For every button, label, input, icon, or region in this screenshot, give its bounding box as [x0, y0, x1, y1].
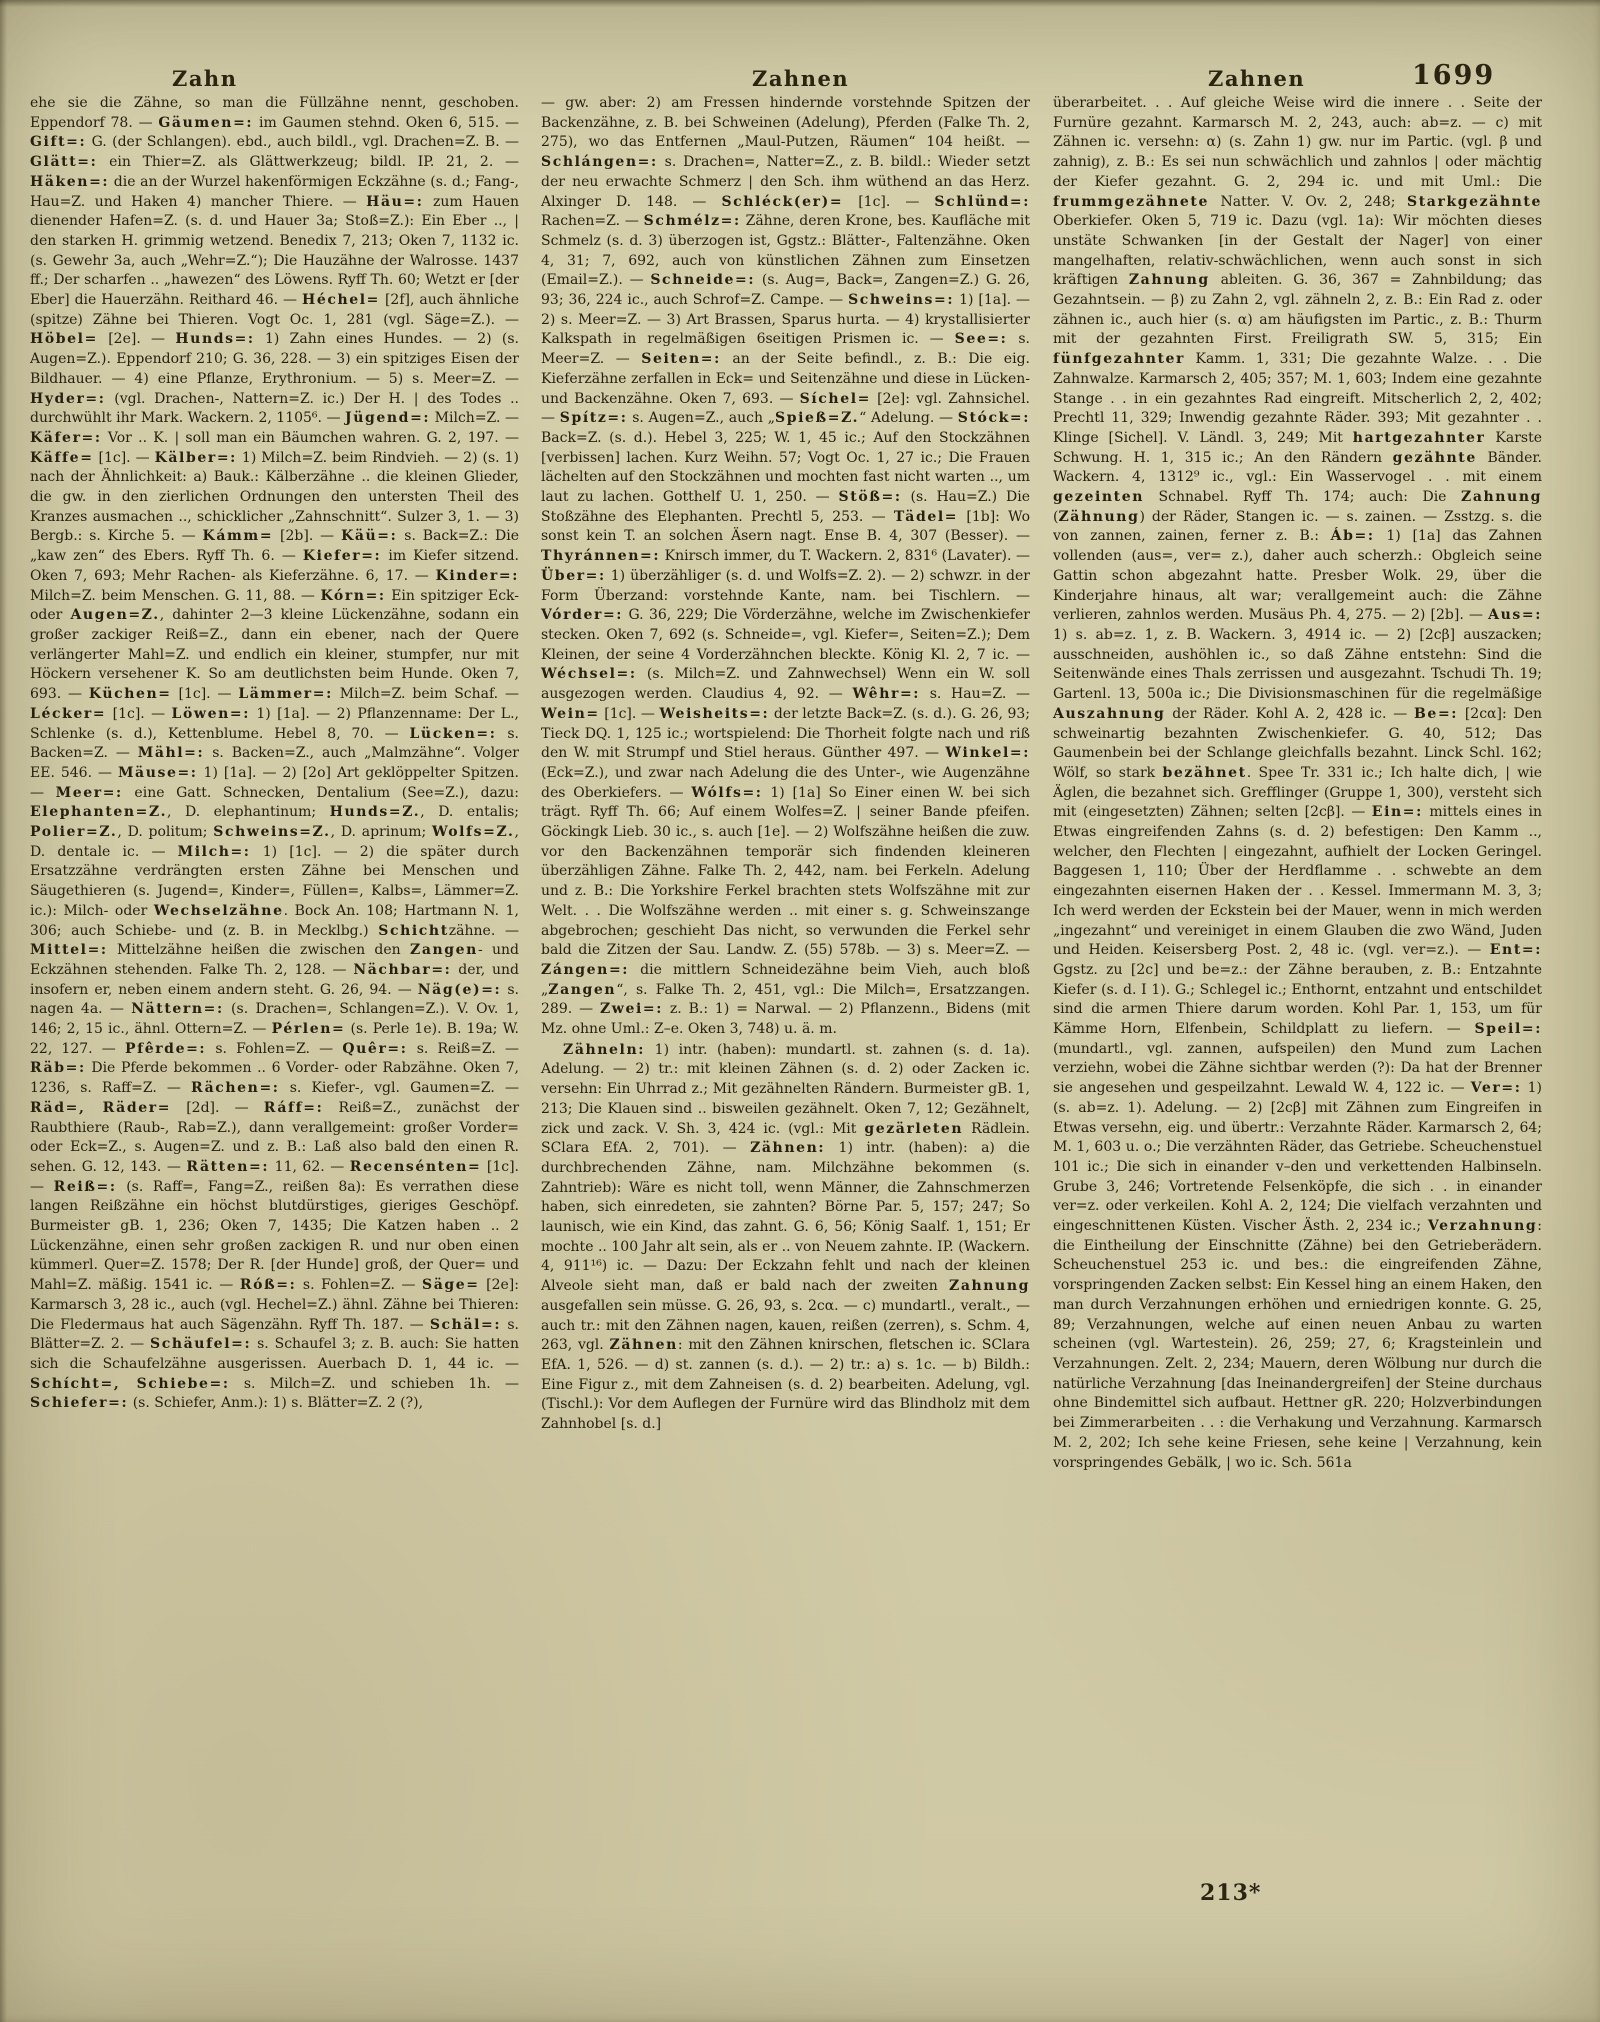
entry-headword: Rächen=:	[191, 1080, 280, 1097]
entry-headword: Mittel=:	[30, 942, 108, 959]
entry-headword: Käü=:	[341, 528, 398, 545]
entry-headword: Meer=:	[55, 784, 123, 801]
entry-headword: Seiten=:	[641, 351, 721, 368]
entry-headword: Kórn=:	[320, 587, 386, 604]
entry-headword: Zahnung	[1461, 489, 1542, 506]
entry-headword: Schiefer=:	[30, 1395, 129, 1412]
entry-headword: Schweins=Z.	[213, 824, 331, 841]
text-column-1	[30, 94, 519, 1414]
text-column-2	[541, 94, 1030, 1435]
entry-headword: Zangen	[548, 981, 617, 998]
entry-headword: Spítz=:	[559, 410, 628, 427]
entry-headword: frummgezähnete	[1053, 193, 1209, 210]
entry-headword: bezähnet	[1162, 764, 1247, 781]
entry-headword: Síchel=	[799, 390, 871, 407]
entry-headword: Wêhr=:	[852, 686, 921, 703]
entry-headword: Wein=	[541, 705, 600, 722]
entry-headword: Käfer=:	[30, 429, 102, 446]
entry-headword: gezähnte	[1392, 449, 1477, 466]
entry-headword: Be=:	[1414, 705, 1459, 722]
entry-headword: Schléck(er)=	[721, 193, 844, 210]
entry-headword: Schweins=:	[848, 292, 955, 309]
entry-headword: Gift=:	[30, 134, 87, 151]
entry-headword: Nättern=:	[131, 1001, 224, 1018]
entry-headword: Weisheits=:	[659, 705, 770, 722]
entry-headword: Käffe=	[30, 449, 94, 466]
entry-headword: Quêr=:	[342, 1040, 408, 1057]
entry-headword: Schlángen=:	[541, 154, 658, 171]
text-paragraph: überarbeitet. . . Auf gleiche Weise wird die innere . . Seite der Furnüre gezahnt. Karmarsch M. 2, 243, auch: ab=z. — c) mit Zähnen ic. versehn: α) (s. Zahn 1) gw. nur im Partic. (vgl. β und zahnig), z. B.: Es sei nun schwächlich und zahnlos | oder mächtig der Kiefer gezahnt. G. 2, 294 ic. und mit Uml.: Die frummgezähnete Natter. V. Ov. 2, 248; Starkgezähnte Oberkiefer. Oken 5, 719 ic. Dazu (vgl. 1a): Wir möchten dieses unstäte Schwanken [in der Gestalt der Nager] von einer mangelhaften, relativ-schwächlichen, wenn auch sonst in sich kräftigen Zahnung ableiten. G. 36, 367 = Zahnbildung; das Gezahntsein. — β) zu Zahn 2, vgl. zähneln 2, z. B.: Ein Rad z. oder zähnen ic., auch hier (s. α) am häufigsten im Partic., z. B.: Thurm mit der gezahnten First. Freiligrath SW. 5, 315; Ein fünfgezahnter Kamm. 1, 331; Die gezahnte Walze. . . Die Zahnwalze. Karmarsch 2, 405; 357; M. 1, 603; Indem eine gezahnte Stange . . in ein gezahntes Rad eingreift. Mitscherlich 2, 2, 402; Prechtl 11, 329; Inwendig gezahnte Räder. 393; Mit gezahnter . . Klinge [Sichel]. V. Ländl. 3, 249; Mit hartgezahnter Karste Schwung. H. 1, 315 ic.; An den Rändern gezähnte Bänder. Wackern. 4, 1312⁹ ic., vgl.: Ein Wasservogel . . mit einem gezeinten Schnabel. Ryff Th. 174; auch: Die Zahnung (Zähnung) der Räder, Stangen ic. — s. zainen. — Zsstzg. s. die von zannen, zainen, ferner z. B.: Áb=: 1) [1a] das Zahnen vollenden (aus=, ver= z.), daher auch scherzh.: Obgleich seine Gattin schon abgezahnt hatte. Presber Wolk. 29, über die Kinderjahre hinaus, alt war; verallgemeint auch: die Zähne verlieren, zahnlos werden. Musäus Ph. 4, 275. — 2) [2b]. — Aus=: 1) s. ab=z. 1, z. B. Wackern. 3, 4914 ic. — 2) [2cβ] auszacken; ausschneiden, aushöhlen ic., so daß Zähne entstehn: Sind die Seitenwände eines Thals zerrissen und ausgezahnt. Tschudi Th. 19; Gartenl. 13, 500a ic.; Die Divisionsmaschinen für die regelmäßige Auszahnung der Räder. Kohl A. 2, 428 ic. — Be=: [2cα]: Den schweinartig bezahnten Zwischenkiefer. G. 40, 512; Das Gaumenbein bei der Schlange gleichfalls bezahnt. Linck Schl. 162; Wölf, so stark bezähnet. Spee Tr. 331 ic.; Ich halte dich, | wie Äglen, die bezahnet sich. Grefflinger (Gruppe 1, 300), versteht sich mit (eingesetzten) Zähnen; selten [2cβ]. — Ein=: mittels eines in Etwas eingreifenden Zahns (s. d. 2) befestigen: Den Kamm .., welcher, den Flechten | eingezahnt, aufhielt der Locken Geringel. Baggesen 1, 110; Über der Herdflamme . . schwebte an dem eingezahnten eisernen Haken der . . Kessel. Immermann M. 3, 3; Ich werd werden der Eckstein bei der Mauer, wenn in mich werden „ingezahnt“ und vereiniget in einem Glauben die zwo Wänd, Juden und Heiden. Keisersberg Post. 2, 48 ic. (vgl. ver=z.). — Ent=: Ggstz. zu [2c] und be=z.: der Zähne berauben, z. B.: Entzahnte Kiefer (s. d. I 1). G.; Schlegel ic.; Enthornt, entzahnt und entschildet sind die armen Thiere darum worden. Kohl Par. 1, 153, um für Kämme Horn, Elfenbein, Schildplatt zu liefern. — Speil=: (mundartl., vgl. zannen, aufspeilen) den Mund zum Lachen verziehn, wobei die Zähne sichtbar werden (?): Da hat der Brenner sie angesehen und gespeilzahnt. Lewald W. 4, 122 ic. — Ver=: 1) (s. ab=z. 1). Adelung. — 2) [2cβ] mit Zähnen zum Eingreifen in Etwas versehn, eig. und übertr.: Verzahnte Räder. Karmarsch 2, 64; M. 1, 603 u. o.; Die verzähnten Räder, das Getriebe. Scheuchenstuel 101 ic.; Die sich in einander v–den und verkettenden Halbinseln. Grube 3, 246; Vortretende Felsenköpfe, die sich . . in einander ver=z. oder verkeilen. Kohl A. 2, 124; Die vielfach verzahnten und eingeschnittenen Küsten. Vischer Ästh. 2, 234 ic.; Verzahnung: die Eintheilung der Einschnitte (Zähne) bei den Getrieberädern. Scheuchenstuel 253 ic. und bes.: die eingreifenden Zähne, vorspringenden Zacken selbst: Ein Kessel hing an einem Haken, den man durch Verzahnungen erhöhen und erniedrigen konnte. G. 25, 89; Verzahnungen, welche auf einen neuen Anbau zu warten scheinen (vgl. Wartestein). 26, 259; 27, 6; Kragsteinlein und Verzahnungen. Zelt. 2, 234; Mauern, deren Wölbung nur durch die natürliche Verzahnung [das Ineinandergreifen] der Steine durchaus ohne Bindemittel sich aufbaut. Hettner gR. 220; Holzverbindungen bei Zimmerarbeiten . . : die Verhakung und Verzahnung. Karmarsch M. 2, 202; Ich sehe keine Friesen, sehe keine | Verzahnung, kein vorspringendes Gebälk, | wo ic. Sch. 561a	[1053, 95, 1543, 1471]
entry-headword: Rätten=:	[186, 1158, 270, 1175]
entry-headword: Mäuse=:	[117, 764, 198, 781]
entry-headword: Zwei=:	[599, 1001, 663, 1018]
entry-headword: Hyder=:	[30, 390, 106, 407]
entry-headword: Schícht=, Schiebe=:	[30, 1375, 230, 1392]
entry-headword: Räd=, Räder=	[30, 1099, 172, 1116]
entry-headword: Kiefer=:	[302, 548, 382, 565]
entry-headword: Kámm=	[202, 528, 274, 545]
entry-headword: Stóck=:	[957, 410, 1030, 427]
entry-headword: Spieß=Z.	[774, 410, 860, 427]
entry-headword: Zángen=:	[541, 961, 630, 978]
entry-headword: Áb=:	[1330, 528, 1375, 545]
entry-headword: Hunds=Z.	[329, 804, 421, 821]
entry-headword: Wolfs=Z.	[432, 824, 515, 841]
entry-headword: Pfêrde=:	[124, 1040, 207, 1057]
running-head-left: Zahn	[172, 66, 238, 91]
entry-headword: Ráff=:	[263, 1099, 324, 1116]
entry-headword: Thyránnen=:	[541, 548, 661, 565]
entry-headword: Róß=:	[239, 1277, 297, 1294]
entry-headword: Milch=:	[177, 843, 251, 860]
entry-headword: Löwen=:	[171, 705, 250, 722]
entry-headword: Mähl=:	[137, 745, 205, 762]
entry-headword: Schneide=:	[650, 272, 756, 289]
entry-headword: Pérlen=	[271, 1021, 346, 1038]
entry-headword: Glätt=:	[30, 154, 98, 171]
entry-headword: Wólfs=:	[691, 784, 763, 801]
entry-headword: Ent=:	[1489, 942, 1542, 959]
entry-headword: Kinder=:	[435, 567, 519, 584]
entry-headword: Polier=Z.	[30, 824, 118, 841]
entry-headword: Auszahnung	[1053, 705, 1166, 722]
entry-headword: Räb=:	[30, 1060, 86, 1077]
entry-headword: Nächbar=:	[353, 961, 452, 978]
text-paragraph: — gw. aber: 2) am Fressen hindernde vorstehnde Spitzen der Backenzähne, z. B. bei Schweinen (Adelung), Pferden (Falke Th. 2, 275), wo das Entfernen „Maul-Putzen, Räumen“ 104 heißt. — Schlángen=: s. Drachen=, Natter=Z., z. B. bildl.: Wieder setzt der neu erwachte Schmerz | den Sch. ihm wüthend an das Herz. Alxinger D. 148. — Schléck(er)= [1c]. — Schlünd=: Rachen=Z. — Schmélz=: Zähne, deren Krone, bes. Kaufläche mit Schmelz (s. d. 3) überzogen ist, Ggstz.: Blätter-, Faltenzähne. Oken 4, 31; 7, 692, auch von künstlichen Zähnen zum Einsetzen (Email=Z.). — Schneide=: (s. Aug=, Back=, Zangen=Z.) G. 26, 93; 36, 224 ic., auch Schrof=Z. Campe. — Schweins=: 1) [1a]. — 2) s. Meer=Z. — 3) Art Brassen, Sparus hurta. — 4) krystallisierter Kalkspath in regelmäßigen 6seitigen Prismen ic. — See=: s. Meer=Z. — Seiten=: an der Seite befindl., z. B.: Die eig. Kieferzähne zerfallen in Eck= und Seitenzähne und diese in Lücken- und Backenzähne. Oken 7, 693. — Síchel= [2e]: vgl. Zahnsichel. — Spítz=: s. Augen=Z., auch „Spieß=Z.“ Adelung. — Stóck=: Back=Z. (s. d.). Hebel 3, 225; W. 1, 45 ic.; Auf den Stockzähnen [verbissen] lachen. Kurz Weihn. 57; Vogt Oc. 1, 27 ic.; Die Frauen lächelten auf den Stockzähnen und mochten fast nicht warten .., um laut zu lachen. Gotthelf U. 1, 250. — Stöß=: (s. Hau=Z.) Die Stoßzähne des Elephanten. Prechtl 5, 253. — Tädel= [1b]: Wo sonst kein T. an solchen Äsern nagt. Ense B. 4, 307 (Besser). — Thyránnen=: Knirsch immer, du T. Wackern. 2, 831⁶ (Lavater). — Über=: 1) überzähliger (s. d. und Wolfs=Z. 2). — 2) schwzr. in der Form Überzand: vorstehnde Kante, nam. bei Tischlern. — Vórder=: G. 36, 229; Die Vörderzähne, welche im Zwischenkiefer stecken. Oken 7, 692 (s. Schneide=, vgl. Kiefer=, Seiten=Z.); Dem Kleinen, der seine 4 Vorderzähnchen bleckte. König Kl. 2, 7 ic. — Wéchsel=: (s. Milch=Z. und Zahnwechsel) Wenn ein W. soll ausgezogen werden. Claudius 4, 92. — Wêhr=: s. Hau=Z. — Wein= [1c]. — Weisheits=: der letzte Back=Z. (s. d.). G. 26, 93; Tieck DQ. 1, 125 ic.; wortspielend: Die Thorheit folgte nach und riß den W. mit Strumpf und Stiel heraus. Günther 497. — Winkel=: (Eck=Z.), und zwar nach Adelung die des Unter-, wie Augenzähne des Oberkiefers. — Wólfs=: 1) [1a] So Einer einen W. bei sich trägt. Ryff Th. 66; Auf einem Wolfes=Z. | seiner Bande pfeifen. Göckingk Lieb. 30 ic., s. auch [1e]. — 2) Wolfszähne heißen die zuw. vor den Backenzähnen temporär sich findenden kleineren überzähligen Zähne. Falke Th. 2, 442, nam. bei Ferkeln. Adelung und z. B.: Die Yorkshire Ferkel brachten stets Wolfszähne mit zur Welt. . . Die Wolfszähne werden .. mit einer s. g. Schweinszange abgebrochen; geschieht Das nicht, so verwunden die Ferkel sehr bald die Zitzen der Sau. Landw. Z. (55) 578b. — 3) s. Meer=Z. — Zángen=: die mittlern Schneidezähne beim Vieh, auch bloß „Zangen“, s. Falke Th. 2, 451, vgl.: Die Milch=, Ersatzzangen. 289. — Zwei=: z. B.: 1) = Narwal. — 2) Pflanzenn., Bidens (mit Mz. ohne Uml.: Z–e. Oken 3, 748) u. ä. m.	[541, 95, 1030, 1038]
entry-headword: Schicht	[378, 922, 449, 939]
entry-headword: Schlünd=:	[934, 193, 1030, 210]
running-head-right: Zahnen	[1208, 66, 1306, 91]
entry-headword: Jügend=:	[345, 410, 431, 427]
entry-headword: Säge=	[422, 1277, 480, 1294]
entry-headword: Schäufel=:	[150, 1336, 252, 1353]
entry-headword: fünfgezahnter	[1053, 351, 1186, 368]
entry-headword: gezärleten	[864, 1120, 964, 1137]
entry-headword: Zähnung	[1058, 508, 1140, 525]
entry-headword: Zähneln:	[563, 1041, 646, 1058]
entry-headword: Augen=Z.	[70, 607, 160, 624]
entry-headword: Lücken=:	[409, 725, 497, 742]
entry-headword: Starkgezähnte	[1407, 193, 1542, 210]
entry-headword: Hunds=:	[175, 331, 255, 348]
entry-headword: Häken=:	[30, 173, 110, 190]
entry-headword: Verzahnung	[1427, 1218, 1538, 1235]
entry-headword: Zangen	[410, 942, 478, 959]
entry-headword: Lämmer=:	[238, 686, 333, 703]
entry-headword: Zahnung	[1128, 272, 1210, 289]
entry-headword: Ein=:	[1371, 804, 1423, 821]
text-column-3	[1053, 94, 1542, 1473]
sheet-signature-mark: 213*	[1200, 1880, 1262, 1906]
entry-headword: Schäl=:	[429, 1316, 502, 1333]
entry-headword: Ver=:	[1470, 1080, 1522, 1097]
entry-headword: Schmélz=:	[643, 213, 741, 230]
entry-headword: Vórder=:	[541, 607, 624, 624]
page-number: 1699	[1412, 60, 1496, 91]
entry-headword: Zähnen:	[750, 1140, 826, 1157]
entry-headword: Wéchsel=:	[541, 666, 637, 683]
entry-headword: Speil=:	[1474, 1021, 1542, 1038]
entry-headword: Aus=:	[1488, 607, 1542, 624]
entry-headword: Häu=:	[366, 193, 424, 210]
entry-headword: See=:	[954, 331, 1008, 348]
entry-headword: Wechselzähne	[153, 902, 284, 919]
entry-headword: Recensénten=	[349, 1158, 482, 1175]
entry-headword: Höbel=	[30, 331, 98, 348]
entry-headword: Elephanten=Z.	[30, 804, 168, 821]
entry-headword: Zahnung	[949, 1278, 1030, 1295]
entry-headword: Zähnen	[609, 1337, 678, 1354]
entry-headword: Kälber=:	[154, 449, 237, 466]
entry-headword: Näg(e)=:	[417, 981, 502, 998]
entry-headword: Reiß=:	[53, 1178, 117, 1195]
entry-headword: gezeinten	[1053, 489, 1145, 506]
entry-headword: hartgezahnter	[1352, 429, 1486, 446]
entry-headword: Tädel=	[893, 508, 959, 525]
running-head-center: Zahnen	[752, 66, 850, 91]
entry-headword: Gäumen=:	[158, 114, 254, 131]
entry-headword: Stöß=:	[838, 489, 902, 506]
entry-headword: Küchen=	[88, 686, 172, 703]
entry-headword: Winkel=:	[945, 745, 1030, 762]
text-paragraph: ehe sie die Zähne, so man die Füllzähne nennt, geschoben. Eppendorf 78. — Gäumen=: im Gaumen stehnd. Oken 6, 515. — Gift=: G. (der Schlangen). ebd., auch bildl., vgl. Drachen=Z. B. — Glätt=: ein Thier=Z. als Glättwerkzeug; bildl. IP. 21, 2. — Häken=: die an der Wurzel hakenförmigen Eckzähne (s. d.; Fang-, Hau=Z. und Haken 4) mancher Thiere. — Häu=: zum Hauen dienender Hafen=Z. (s. d. und Hauer 3a; Stoß=Z.): Ein Eber .., | den starken H. grimmig wetzend. Benedix 7, 213; Oken 7, 1132 ic. (s. Gewehr 3a, auch „Wehr=Z.“); Die Hauzähne der Walrosse. 1437 ff.; Der scharfen .. „hawezen“ des Löwens. Ryff Th. 60; Wetzt er [der Eber] die Hauerzähn. Reithard 46. — Héchel= [2f], auch ähnliche (spitze) Zähne bei Thieren. Vogt Oc. 1, 281 (vgl. Säge=Z.). — Höbel= [2e]. — Hunds=: 1) Zahn eines Hundes. — 2) (s. Augen=Z.). Eppendorf 210; G. 36, 228. — 3) ein spitziges Eisen der Bildhauer. — 4) eine Pflanze, Erythronium. — 5) s. Meer=Z. — Hyder=: (vgl. Drachen-, Nattern=Z. ic.) Der H. | des Todes .. durchwühlt ihr Mark. Wackern. 2, 1105⁶. — Jügend=: Milch=Z. — Käfer=: Vor .. K. | soll man ein Bäumchen wahren. G. 2, 197. — Käffe= [1c]. — Kälber=: 1) Milch=Z. beim Rindvieh. — 2) (s. 1) nach der Ähnlichkeit: a) Bauk.: Kälberzähne .. die kleinen Glieder, die gw. in den zierlichen Ordnungen den untersten Theil des Kranzes ausmachen .., schicklicher „Zahnschnitt“. Sulzer 3, 1. — 3) Bergb.: s. Kirche 5. — Kámm= [2b]. — Käü=: s. Back=Z.: Die „kaw zen“ des Ebers. Ryff Th. 6. — Kiefer=: im Kiefer sitzend. Oken 7, 693; Mehr Rachen- als Kieferzähne. 6, 17. — Kinder=: Milch=Z. beim Menschen. G. 11, 88. — Kórn=: Ein spitziger Eck- oder Augen=Z., dahinter 2—3 kleine Lückenzähne, sodann ein großer zackiger Reiß=Z., dann ein ebener, nach der Quere verlängerter Mahl=Z. und endlich ein kleiner, stumpfer, nur mit Höckern versehener K. So am deutlichsten beim Hunde. Oken 7, 693. — Küchen= [1c]. — Lämmer=: Milch=Z. beim Schaf. — Lécker= [1c]. — Löwen=: 1) [1a]. — 2) Pflanzenname: Der L., Schlenke (s. d.), Kettenblume. Hebel 8, 70. — Lücken=: s. Backen=Z. — Mähl=: s. Backen=Z., auch „Malmzähne“. Volger EE. 546. — Mäuse=: 1) [1a]. — 2) [2o] Art geklöppelter Spitzen. — Meer=: eine Gatt. Schnecken, Dentalium (See=Z.), dazu: Elephanten=Z., D. elephantinum; Hunds=Z., D. entalis; Polier=Z., D. politum; Schweins=Z., D. aprinum; Wolfs=Z., D. dentale ic. — Milch=: 1) [1c]. — 2) die später durch Ersatzzähne verdrängten ersten Zähne bei Menschen und Säugethieren (s. Jugend=, Kinder=, Füllen=, Kalbs=, Lämmer=Z. ic.): Milch- oder Wechselzähne. Bock An. 108; Hartmann N. 1, 306; auch Schiebe- und (z. B. in Mecklbg.) Schichtzähne. — Mittel=: Mittelzähne heißen die zwischen den Zangen- und Eckzähnen stehenden. Falke Th. 2, 128. — Nächbar=: der, und insofern er, neben einem andern steht. G. 26, 94. — Näg(e)=: s. nagen 4a. — Nättern=: (s. Drachen=, Schlangen=Z.). V. Ov. 1, 146; 2, 15 ic., ähnl. Ottern=Z. — Pérlen= (s. Perle 1e). B. 19a; W. 22, 127. — Pfêrde=: s. Fohlen=Z. — Quêr=: s. Reiß=Z. — Räb=: Die Pferde bekommen .. 6 Vorder- oder Rabzähne. Oken 7, 1236, s. Raff=Z. — Rächen=: s. Kiefer-, vgl. Gaumen=Z. — Räd=, Räder= [2d]. — Ráff=: Reiß=Z., zunächst der Raubthiere (Raub-, Rab=Z.), dann verallgemeint: großer Vorder= oder Eck=Z., s. Augen=Z. und z. B.: Laß also bald den einen R. sehen. G. 12, 143. — Rätten=: 11, 62. — Recensénten= [1c]. — Reiß=: (s. Raff=, Fang=Z., reißen 8a): Es verrathen diese langen Reißzähne ein höchst blutdürstiges, gieriges Geschöpf. Burmeister gB. 1, 236; Oken 7, 1435; Die Katzen haben .. 2 Lückenzähne, einen sehr großen zackigen R. und nur oben einen kümmerl. Quer=Z. 1578; Der R. [der Hunde] groß, der Quer= und Mahl=Z. mäßig. 1541 ic. — Róß=: s. Fohlen=Z. — Säge= [2e]: Karmarsch 3, 28 ic., auch (vgl. Hechel=Z.) ähnl. Zähne bei Thieren: Die Fledermaus hat auch Sägenzähn. Ryff Th. 187. — Schäl=: s. Blätter=Z. 2. — Schäufel=: s. Schaufel 3; z. B. auch: Sie hatten sich die Schaufelzähne ausgerissen. Auerbach D. 1, 44 ic. — Schícht=, Schiebe=: s. Milch=Z. und schieben 1h. — Schiefer=: (s. Schiefer, Anm.): 1) s. Blätter=Z. 2 (?),	[30, 95, 520, 1412]
entry-headword: Héchel=	[302, 292, 380, 309]
entry-headword: Über=:	[541, 567, 606, 584]
text-paragraph: Zähneln: 1) intr. (haben): mundartl. st. zahnen (s. d. 1a). Adelung. — 2) tr.: mit kleinen Zähnen (s. d. 2) oder Zacken ic. versehn: Ein Uhrrad z.; Mit gezähnelten Rändern. Burmeister gB. 1, 213; Die Klauen sind .. bisweilen gezähnelt. Oken 7, 12; Gezähnelt, zick und zack. V. Sh. 3, 424 ic. (vgl.: Mit gezärleten Rädlein. SClara EfA. 2, 701). — Zähnen: 1) intr. (haben): a) die durchbrechenden Zähne, nam. Milchzähne bekommen (s. Zahntrieb): Wäre es nicht toll, wenn Männer, die Zahnschmerzen haben, sich einredeten, sie zahnten? Börne Par. 5, 157; 247; So launisch, wie ein Kind, das zahnt. G. 6, 56; König Saalf. 1, 151; Er mochte .. 100 Jahr alt sein, als er .. von Neuem zahnte. IP. (Wackern. 4, 911¹⁶) ic. — Dazu: Der Eckzahn fehlt und nach der kleinen Alveole sieht man, daß er bald nach der zweiten Zahnung ausgefallen sein müsse. G. 26, 93, s. 2cα. — c) mundartl., veralt., — auch tr.: mit den Zähnen nagen, kauen, reißen (zerren), s. Schm. 4, 263, vgl. Zähnen: mit den Zähnen knirschen, fletschen ic. SClara EfA. 1, 526. — d) st. zannen (s. d.). — 2) tr.: a) s. 1c. — b) Bildh.: Eine Figur z., mit dem Zahneisen (s. d. 2) bearbeiten. Adelung, vgl. (Tischl.): Vor dem Auflegen der Furnüre wird das Blindholz mit dem Zahnhobel [s. d.]	[541, 1041, 1031, 1433]
entry-headword: Lécker=	[30, 705, 107, 722]
